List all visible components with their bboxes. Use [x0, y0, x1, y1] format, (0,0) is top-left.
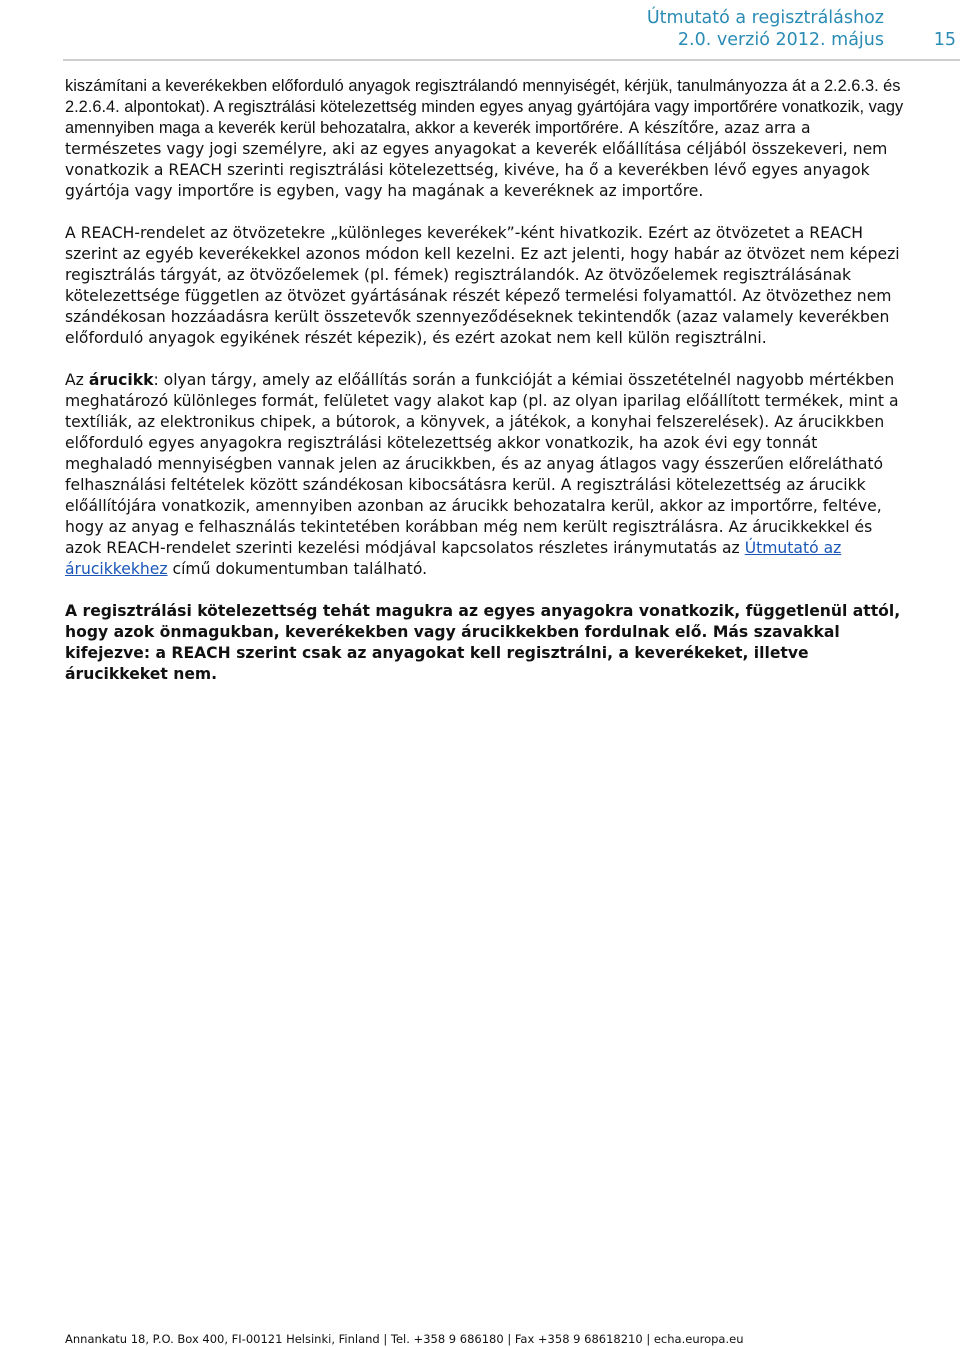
- paragraph-text: : olyan tárgy, amely az előállítás során a funkcióját a kémiai összetételnél nagyobb mértékben meghatározó különleges formát, felületet vagy alakot kap (pl. az olyan iparilag előállított termékek, mint a textíliák, az elektronikus chipek, a bútorok, a könyvek, a játékok, a konyhai felszerelések). Az árucikkben előforduló egyes anyagokra regisztrálási kötelezettség akkor vonatkozik, ha azok évi egy tonnát meghaladó mennyiségben vannak jelen az árucikkben, és az anyag átlagos vagy ésszerűen előrelátható felhasználási feltételek között szándékosan kibocsátásra kerül. A regisztrálási kötelezettség az árucikk előállítójára vonatkozik, amennyiben azonban az árucikk behozatalra kerül, akkor az importőrre, feltéve, hogy az anyag e felhasználás tekintetében korábban még nem került regisztrálásra. Az árucikkekkel és azok REACH-rendelet szerinti kezelési módjával kapcsolatos részletes iránymutatás az: [65, 371, 899, 557]
- page-number: 15: [933, 30, 956, 50]
- document-version: 2.0. verzió 2012. május: [677, 30, 884, 50]
- header-divider: [63, 59, 960, 61]
- paragraph-text: A regisztrálási kötelezettség tehát magukra az egyes anyagokra vonatkozik, függetlenül attól, hogy azok önmagukban, keverékekben vagy árucikkekben fordulnak elő. Más szavakkal kifejezve: a REACH szerint csak az anyagokat kell regisztrálni, a keverékeket, illetve árucikkeket nem.: [65, 602, 901, 683]
- document-body: [65, 76, 905, 706]
- paragraph-text: Az: [65, 371, 89, 389]
- guidance-articles-link[interactable]: Útmutató az árucikkekhez: [65, 539, 842, 578]
- document-title: Útmutató a regisztráláshoz: [646, 8, 884, 28]
- defined-term: árucikk: [88, 371, 154, 389]
- page-header: [0, 6, 960, 62]
- paragraph-alloys: [65, 223, 905, 349]
- paragraph-registration-obligation: [65, 76, 905, 202]
- paragraph-text: A REACH-rendelet az ötvözetekre „különleges keverékek”-ként hivatkozik. Ezért az ötvözetet a REACH szerint az egyéb keverékekkel azonos módon kell kezelni. Ez azt jelenti, hogy habár az ötvözet nem képezi regisztrálás tárgyát, az ötvözőelemek (pl. fémek) regisztrálandók. Az ötvözőelemek regisztrálásának kötelezettsége független az ötvözet gyártásának részét képező termelési folyamattól. Az ötvözethez nem szándékosan hozzáadásra került összetevők szennyeződéseknek tekintendők (azaz valamely keverékben előforduló anyagok egyikének részét képezik), és ezért azokat nem kell külön regisztrálni.: [65, 224, 900, 347]
- page-footer: Annankatu 18, P.O. Box 400, FI-00121 Helsinki, Finland | Tel. +358 9 686180 | Fax +358 9 68618210 | echa.europa.eu: [65, 1332, 744, 1346]
- paragraph-articles: [65, 370, 905, 580]
- paragraph-text: kiszámítani a keverékekben előforduló anyagok regisztrálandó mennyiségét, kérjük, tanulmányozza át a 2.2.6.3. és 2.2.6.4. alpontokat). A regisztrálási kötelezettség minden egyes anyag gyártójára vagy importőrére vonatkozik, vagy amennyiben maga a keverék kerül behozatalra, akkor a keverék importőrére.: [65, 77, 904, 137]
- paragraph-summary: [65, 601, 905, 685]
- paragraph-text: A készítőre, azaz arra a természetes vagy jogi személyre, aki az egyes anyagokat a keverék előállítása céljából összekeveri, nem vonatkozik a REACH szerinti regisztrálási kötelezettség, kivéve, ha ő a keverékben lévő egyes anyagok gyártója vagy importőre is egyben, vagy ha magának a keveréknek az importőre.: [65, 119, 888, 200]
- paragraph-text: című dokumentumban található.: [167, 560, 428, 578]
